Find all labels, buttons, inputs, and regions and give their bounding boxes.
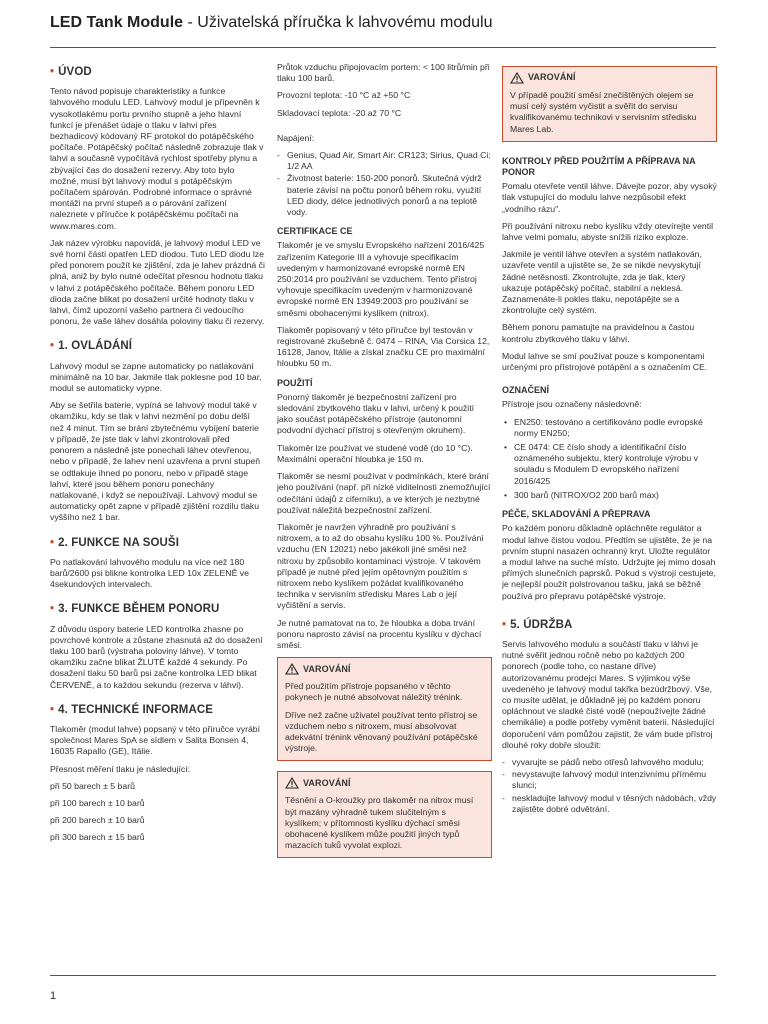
paragraph: Tlakoměr popisovaný v této příručce byl testován v registrované zkušebně č. 0474 – RINA, Via Corsica 12, 16128, Janov, Itálie a získal značku CE pro maximální hloubku 50 m. [277, 324, 490, 369]
maintenance-list [502, 757, 717, 815]
paragraph: Lahvový modul se zapne automaticky po natlakování minimálně na 10 bar. Jakmile tlak poklesne pod 10 bar, modul se automaticky vypne. [50, 360, 262, 394]
warning-box [277, 657, 492, 761]
column-1 [50, 62, 265, 850]
paragraph: Pomalu otevřete ventil láhve. Dávejte pozor, aby vysoký tlak vstupující do modulu lahve nezpůsobil efekt „vodního rázu". [502, 181, 717, 214]
column-2 [277, 62, 492, 868]
list-item: - Životnost baterie: 150-200 ponorů. Skutečná výdrž baterie závisí na počtu ponorů během roku, využití LED diody, délce jednotlivých ponorů a na teplotě vody. [277, 173, 492, 218]
paragraph: Přesnost měření tlaku je následující: [50, 763, 191, 774]
header-rule [50, 47, 716, 48]
paragraph: Aby se šetřila baterie, vypíná se lahvový modul také v okamžiku, kdy se tlak v lahvi nezmění po dobu delší než 4 minut. Tím se brání zbytečnému vybíjení baterie v případě, že jste tlak v lahvi zkontrolovali před ponorem a následně jste ponechali láhev otevřenou, nebo v případě, že lahev není uzavřena a první stupeň se odtlakuje ihned po ponoru, nebo v případě stage lahví, které jsou během ponoru ponechány natlakované, i když se nepoužívají. Lahvový modul se automaticky opět zapne v případě zjištění rozdílu tlaku vyššího než 1 bar. [50, 400, 261, 523]
paragraph: Po každém ponoru důkladně opláchněte regulátor a modul lahve čistou vodou. Předtím se ujistěte, že je na prvním stupni nasazen ochranný kryt. Uložte regulátor a modul lahve na suché místo. Udržujte jej mimo dosah přímých slunečních paprsků. Pokud s výstrojí cestujete, je nejlepší použít polstrovanou tašku, jaká se běžně používá pro přepravu potápěčské výstroje. [502, 523, 716, 601]
header-title-bold: LED Tank Module [50, 14, 184, 31]
paragraph: Z důvodu úspory baterie LED kontrolka zhasne po povrchové kontrole a zůstane zhasnutá až do dosažení tlaku 100 barů (výstraha poloviny láhve). V tomto okamžiku začne blikat ŽLUTĚ každé 4 sekundy. Po dosažení tlaku 50 barů psi začne kontrolka LED blikat ČERVENĚ, a to každou sekundu (rezerva v láhvi). [50, 623, 263, 690]
section-title-maintenance: • 5. ÚDRŽBA [502, 618, 573, 631]
warning-text: Těsnění a O-kroužky pro tlakoměr na nitrox musí být mazány výhradně tukem slučitelným s kyslíkem; v přítomnosti kyslíku dýchací směsi obohacené kyslíkem může použití jiných typů mazacích tuků vyvolat explozi. [285, 795, 474, 851]
column-3 [502, 62, 717, 821]
warning-header: VAROVÁNÍ [510, 72, 709, 84]
page-number: 1 [50, 990, 57, 1002]
paragraph: Průtok vzduchu připojovacím portem: < 100 litrů/min při tlaku 100 barů. [277, 62, 490, 84]
subtitle-use: POUŽITÍ [277, 377, 313, 388]
paragraph: Provozní teplota: -10 °C až +50 °C [277, 90, 411, 101]
warning-box [502, 66, 717, 142]
accuracy-line: při 300 barech ± 15 barů [50, 832, 145, 843]
subtitle-checks: KONTROLY PŘED POUŽITÍM A PŘÍPRAVA NA PONOR [502, 155, 696, 178]
accuracy-line: při 50 barech ± 5 barů [50, 780, 135, 791]
paragraph: Přístroje jsou označeny následovně: [502, 399, 642, 410]
list-item: • CE 0474: CE číslo shody a identifikační číslo oznámeného subjektu, který kontroluje výrobu v souladu s Modulem D evropského nařízení 2016/425 [502, 442, 717, 487]
paragraph: Napájení: [277, 132, 315, 143]
paragraph: Tento návod popisuje charakteristiky a funkce lahvového modulu LED. Lahvový modul je připevněn k vysokotlakému portu prvního stupně a jeho hlavní funkcí je přenášet údaje o tlaku v lahvi přes bezhadicový kódovaný RF protokol do potápěčského počítače. Potápěčský počítač následně zobrazuje tlak v lahvi a současně vypočítává rychlost spotřeby plynu a zbývající čas do dosažení rezervy. Aby toto bylo možné, musí být lahvový modul s potápěčským počítačem spárován. Podrobné informace o správné montáži na první stupeň a o párování zařízení naleznete v příručce k potápěčskému počítači na www.mares.com. [50, 86, 264, 231]
warning-header: VAROVÁNÍ [285, 777, 484, 789]
subtitle-certification: CERTIFIKACE CE [277, 226, 353, 237]
subtitle-care: PÉČE, SKLADOVÁNÍ A PŘEPRAVA [502, 509, 651, 520]
section-title-technical: • 4. TECHNICKÉ INFORMACE [50, 703, 214, 716]
footer-rule [50, 975, 716, 976]
paragraph: Jak název výrobku napovídá, je lahvový modul LED ve své horní části opatřen LED diodou. Tuto LED diodu lze před ponorem použít ke zjištění, zda je lahev prázdná či plná, aniž by bylo nutné odečítat přesnou hodnotu tlaku v lahvi z potápěčského počítače. Během ponoru LED dioda začne blikat po dosažení určité hodnoty tlaku v lahvi, čímž upozorní vašeho partnera či vedoucího ponoru, že vaše láhev dosáhla poloviny tlaku či rezervy. [50, 237, 265, 327]
list-item: - nevystavujte lahvový modul intenzivnímu přímému slunci; [502, 769, 717, 791]
warning-triangle-icon [285, 777, 299, 789]
section-title-operation: • 1. OVLÁDÁNÍ [50, 340, 133, 353]
paragraph: Je nutné pamatovat na to, že hloubka a doba trvání ponoru naprosto závisí na procentu kyslíku v dýchací směsi. [277, 617, 482, 650]
warning-header: VAROVÁNÍ [285, 663, 484, 675]
warning-triangle-icon [510, 72, 524, 84]
subtitle-marking: OZNAČENÍ [502, 385, 549, 396]
paragraph: Při používání nitroxu nebo kyslíku vždy otevírejte ventil lahve velmi pomalu, abyste snížili riziko exploze. [502, 220, 714, 243]
warning-triangle-icon [285, 663, 299, 675]
paragraph: Tlakoměr lze používat ve studené vodě (do 10 °C). Maximální operační hloubka je 150 m. [277, 442, 473, 464]
list-item: • EN250: testováno a certifikováno podle evropské normy EN250; [502, 417, 717, 439]
warning-box [277, 771, 492, 858]
paragraph: Skladovací teplota: -20 až 70 °C [277, 107, 402, 118]
paragraph: Po natlakování lahvového modulu na více než 180 barů/2600 psi blikne kontrolka LED 10x ZELENĚ ve 4sekundových intervalech. [50, 556, 249, 590]
list-item: • 300 barů (NITROX/O2 200 barů max) [502, 490, 717, 501]
header-title-rest: - Uživatelská příručka k lahvovému modulu [183, 14, 493, 31]
paragraph: Tlakoměr (modul lahve) popsaný v této příručce vyrábí společnost Mares SpA se sídlem v Salita Bonsen 4, 16035 Rapallo (GE), Itálie. [50, 723, 261, 757]
warning-text: Před použitím přístroje popsaného v těchto pokynech je nutné absolvovat náležitý trénink. [285, 681, 463, 703]
paragraph: Ponorný tlakoměr je bezpečnostní zařízení pro sledování zbytkového tlaku v lahvi, určený k použití jako součást potápěčského přístroje (autonomní podvodní dýchací přístroj s otevřeným okruhem). [277, 391, 475, 436]
power-list [277, 150, 492, 218]
section-title-surface: • 2. FUNKCE NA SOUŠI [50, 536, 180, 549]
accuracy-line: při 200 barech ± 10 barů [50, 815, 145, 826]
list-item: - vyvarujte se pádů nebo otřesů lahvového modulu; [502, 757, 717, 768]
list-item: - neskladujte lahvový modul v těsných nádobách, vždy zajistěte dobré odvětrání. [502, 793, 717, 815]
paragraph: Tlakoměr je navržen výhradně pro používání s nitroxem, a to až do obsahu kyslíku 100 %. Používání vzduchu (EN 12021) nebo jakékoli jiné směsi než nitroxu by způsobilo kontaminaci výstroje. V takovém případě je nutné před jejím opětovným použitím s nitroxem nebo kyslíkem požádat kvalifikovaného technika v servisním středisku Mares Lab o její vyčištění a servis. [277, 521, 484, 611]
warning-text: V případě použití směsí znečištěných olejem se musí celý systém vyčistit a svěřit do servisu kvalifikovanému technikovi v servisním středisku Mares Lab. [510, 90, 697, 134]
warning-text: Dříve než začne uživatel používat tento přístroj se vzduchem nebo s nitroxem, musí absolvovat adekvátní trénink věnovaný používání potápěčské výstroje. [285, 709, 478, 754]
paragraph: Tlakoměr se nesmí používat v podmínkách, které brání jeho používání (např. při nízké viditelnosti znemožňující odečítání údajů z ciferníku), a ve kterých je nezbytné používat náležitá bezpečnostní zařízení. [277, 471, 491, 515]
paragraph: Modul lahve se smí používat pouze s komponentami určenými pro přístrojové potápění a s označením CE. [502, 350, 708, 373]
paragraph: Tlakoměr je ve smyslu Evropského nařízení 2016/425 zařízením Kategorie III a vyhovuje specifikacím uvedeným v harmonizované evropské normě EN 250:2014 pro používání se vzduchem. Tento přístroj vyhovuje specifikacím uvedeným v harmonizované evropské normě EN 13949:2003 pro používání se směsmi obohacenými kyslíkem (nitrox). [277, 240, 485, 318]
section-title-dive: • 3. FUNKCE BĚHEM PONORU [50, 603, 220, 616]
page-header [50, 14, 730, 32]
paragraph: Jakmile je ventil láhve otevřen a systém natlakován, uzavřete ventil a ujistěte se, že se nikde nevyskytují žádné netěsnosti. Zkontrolujte, zda je tlak, který ukazuje potápěčský počítač, stabilní a neklesá. Zaznamenáte-li pokles tlaku, nepotápějte se a zkontrolujte celý systém. [502, 249, 702, 316]
accuracy-line: při 100 barech ± 10 barů [50, 797, 145, 808]
paragraph: Během ponoru pamatujte na pravidelnou a častou kontrolu zbytkového tlaku v láhvi. [502, 322, 695, 344]
section-title-intro: • ÚVOD [50, 66, 92, 78]
marking-list [502, 417, 717, 501]
paragraph: Servis lahvového modulu a součástí tlaku v láhvi je nutné svěřit jednou ročně nebo po každých 200 ponorech (podle toho, co nastane dříve) autorizovanému prodejci Mares. S výjimkou výše uvedeného je lahvový modul takřka bezúdržbový. Vše, co musíte udělat, je důkladně jej po každém ponoru opláchnout ve sladké čisté vodě (nepoužívejte žádné chemikálie) a podle potřeby vyměnit baterii. Následující doporučení vám pomůžou zajistit, že vám bude přístroj dlouhé roky dobře sloužit: [502, 638, 715, 750]
list-item: - Genius, Quad Air, Smart Air: CR123; Sirius, Quad Ci: 1/2 AA [277, 150, 492, 172]
